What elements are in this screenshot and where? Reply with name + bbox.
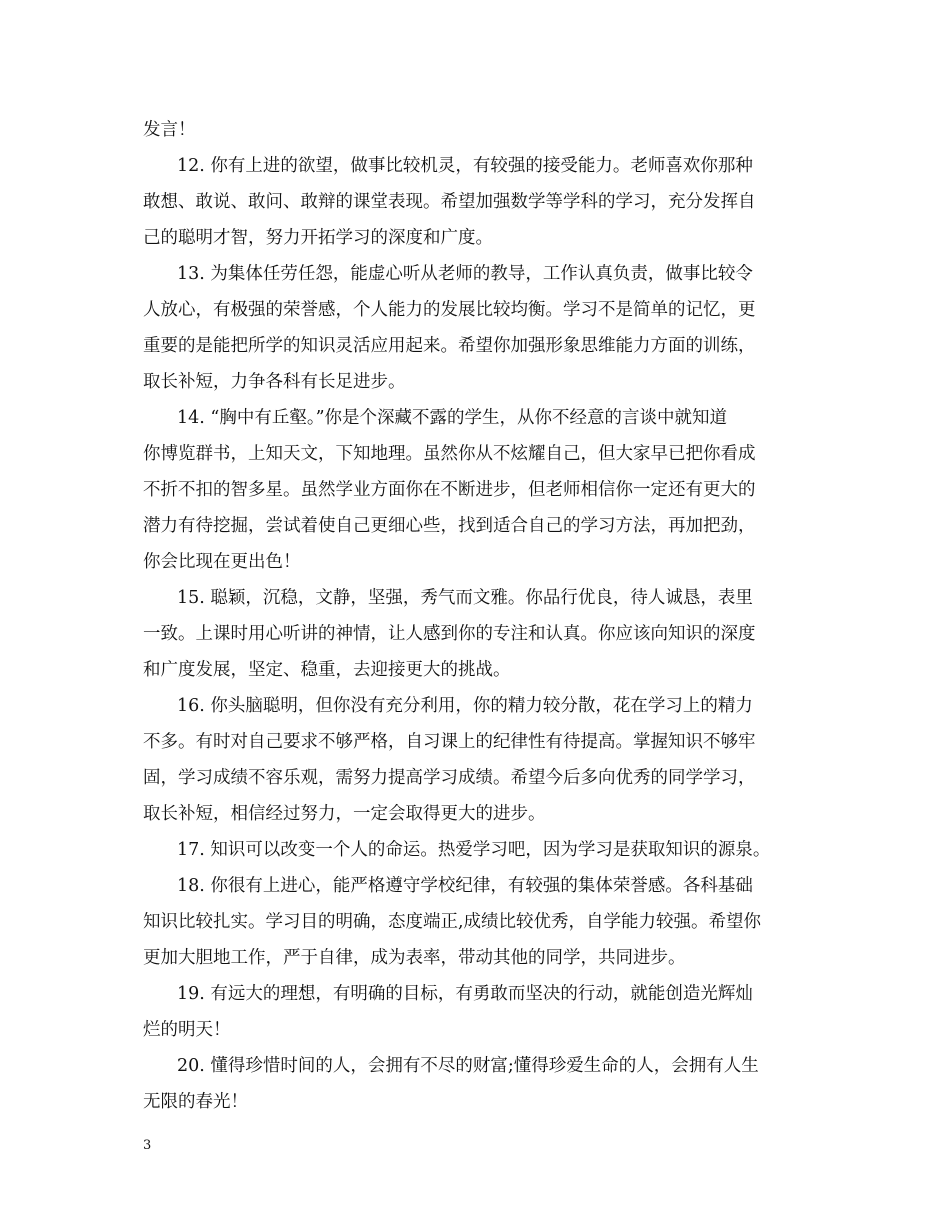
- text-line: 取长补短，力争各科有长足进步。: [143, 372, 406, 392]
- text-line: 己的聪明才智，努力开拓学习的深度和广度。: [143, 228, 493, 248]
- text-line: 12. 你有上进的欲望，做事比较机灵，有较强的接受能力。老师喜欢你那种: [177, 156, 753, 176]
- text-line: 取长补短，相信经过努力，一定会取得更大的进步。: [143, 804, 546, 824]
- text-line: 固，学习成绩不容乐观，需努力提高学习成绩。希望今后多向优秀的同学学习，: [143, 768, 756, 788]
- text-line: 15. 聪颖，沉稳，文静，坚强，秀气而文雅。你品行优良，待人诚恳，表里: [177, 588, 753, 608]
- text-line: 17. 知识可以改变一个人的命运。热爱学习吧，因为学习是获取知识的源泉。: [177, 840, 771, 860]
- text-line: 14. “胸中有丘壑。”你是个深藏不露的学生，从你不经意的言谈中就知道: [177, 408, 728, 428]
- text-line: 无限的春光！: [143, 1092, 248, 1112]
- text-line: 一致。上课时用心听讲的神情，让人感到你的专注和认真。你应该向知识的深度: [143, 624, 756, 644]
- page-number: 3: [143, 1138, 152, 1153]
- text-line: 20. 懂得珍惜时间的人，会拥有不尽的财富;懂得珍爱生命的人，会拥有人生: [177, 1056, 759, 1076]
- text-line: 更加大胆地工作，严于自律，成为表率，带动其他的同学，共同进步。: [143, 948, 686, 968]
- text-line: 你会比现在更出色！: [143, 552, 301, 572]
- text-line: 发言！: [143, 120, 196, 140]
- text-line: 人放心，有极强的荣誉感，个人能力的发展比较均衡。学习不是简单的记忆，更: [143, 300, 756, 320]
- text-line: 不折不扣的智多星。虽然学业方面你在不断进步，但老师相信你一定还有更大的: [143, 480, 756, 500]
- text-line: 重要的是能把所学的知识灵活应用起来。希望你加强形象思维能力方面的训练，: [143, 336, 756, 356]
- text-line: 19. 有远大的理想，有明确的目标，有勇敢而坚决的行动，就能创造光辉灿: [177, 984, 753, 1004]
- body-text: [143, 112, 810, 1120]
- text-line: 18. 你很有上进心，能严格遵守学校纪律，有较强的集体荣誉感。各科基础: [177, 876, 753, 896]
- text-line: 你博览群书，上知天文，下知地理。虽然你从不炫耀自己，但大家早已把你看成: [143, 444, 756, 464]
- text-line: 知识比较扎实。学习目的明确，态度端正,成绩比较优秀，自学能力较强。希望你: [143, 912, 762, 932]
- text-line: 16. 你头脑聪明，但你没有充分利用，你的精力较分散，花在学习上的精力: [177, 696, 753, 716]
- text-line: 不多。有时对自己要求不够严格，自习课上的纪律性有待提高。掌握知识不够牢: [143, 732, 756, 752]
- text-line: 烂的明天！: [143, 1020, 231, 1040]
- text-line: 和广度发展，坚定、稳重，去迎接更大的挑战。: [143, 660, 511, 680]
- text-line: 潜力有待挖掘，尝试着使自己更细心些，找到适合自己的学习方法，再加把劲，: [143, 516, 756, 536]
- text-line: 13. 为集体任劳任怨，能虚心听从老师的教导，工作认真负责，做事比较令: [177, 264, 753, 284]
- text-line: 敢想、敢说、敢问、敢辩的课堂表现。希望加强数学等学科的学习，充分发挥自: [143, 192, 756, 212]
